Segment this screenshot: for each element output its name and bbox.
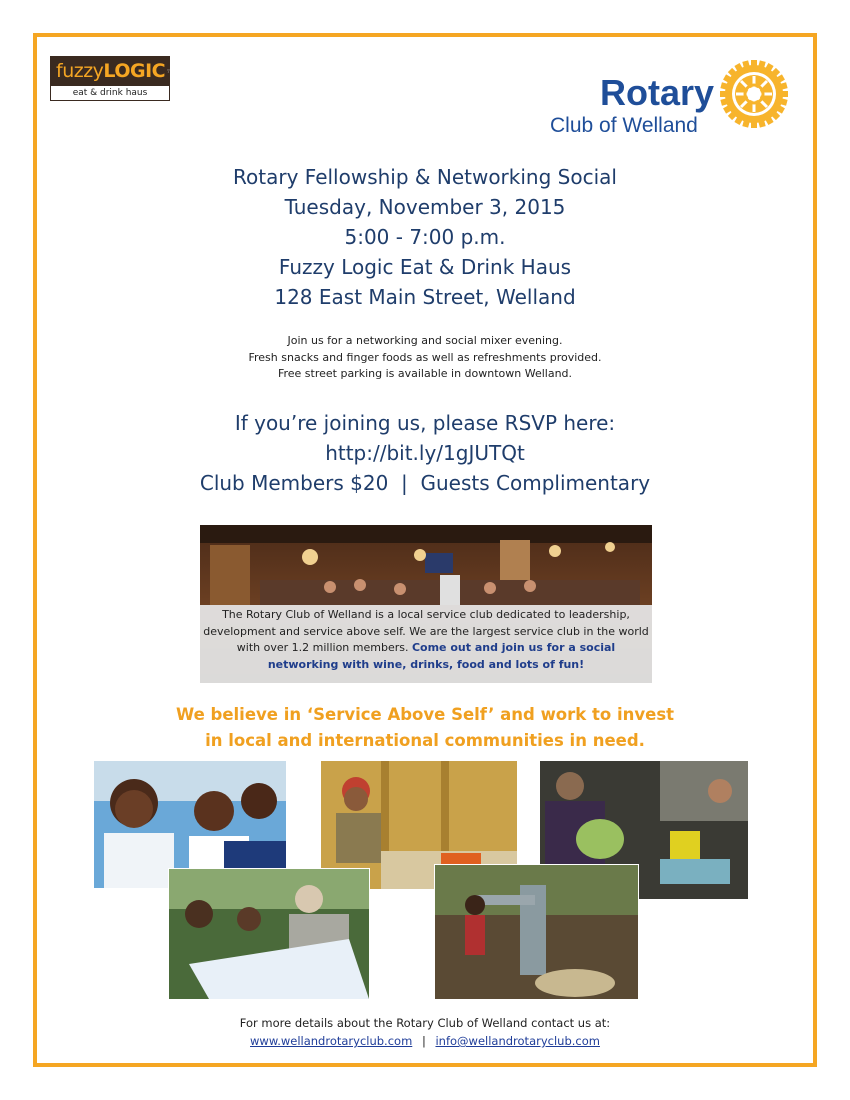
- description-line-1: Join us for a networking and social mixer evening.: [287, 334, 563, 347]
- event-venue: Fuzzy Logic Eat & Drink Haus: [278, 255, 572, 279]
- fuzzy-logic-logo: [50, 56, 170, 101]
- website-link[interactable]: www.wellandrotaryclub.com: [250, 1034, 413, 1048]
- motto: [40, 702, 810, 754]
- fuzzy-logic-word-2: LOGIC: [103, 60, 166, 82]
- description-line-2: Fresh snacks and finger foods as well as refreshments provided.: [248, 350, 602, 364]
- event-details: [40, 162, 810, 312]
- martini-glass-icon: [167, 63, 170, 79]
- motto-line-2: in local and international communities in need.: [205, 731, 645, 750]
- footer-separator: |: [421, 1034, 426, 1048]
- event-time: 5:00 - 7:00 p.m.: [344, 225, 506, 249]
- photo-group-map: [168, 868, 370, 1000]
- banner-invite: Come out and join us for a social networking with wine, drinks, food and lots of fun!: [267, 641, 616, 671]
- footer-contact-text: For more details about the Rotary Club of Welland contact us at:: [239, 1016, 611, 1030]
- banner-caption: [200, 605, 652, 683]
- footer-links: [40, 1034, 810, 1048]
- description-line-3: Free street parking is available in downtown Welland.: [277, 367, 573, 380]
- fuzzy-logic-tagline: eat & drink haus: [50, 86, 170, 101]
- event-address: 128 East Main Street, Welland: [274, 285, 576, 309]
- photo-water-pump: [434, 864, 639, 1000]
- event-description: [40, 333, 810, 383]
- water-pump-image: [435, 865, 638, 999]
- fuzzy-logic-word-1: fuzzy: [56, 60, 104, 82]
- rsvp-link[interactable]: http://bit.ly/1gJUTQt: [325, 441, 525, 465]
- rotary-club-name: Club of Welland: [550, 114, 698, 137]
- rsvp-section: [40, 408, 810, 498]
- bar-interior-photo: [200, 525, 652, 683]
- fuzzy-logic-wordmark: [50, 56, 170, 86]
- event-title: Rotary Fellowship & Networking Social: [233, 165, 617, 189]
- event-date: Tuesday, November 3, 2015: [284, 195, 566, 219]
- pricing-line: Club Members $20 | Guests Complimentary: [199, 471, 651, 495]
- email-link[interactable]: info@wellandrotaryclub.com: [435, 1034, 600, 1048]
- rotary-wheel-icon: [718, 58, 790, 130]
- rotary-wordmark: Rotary: [600, 72, 715, 113]
- rsvp-heading: If you’re joining us, please RSVP here:: [234, 411, 616, 435]
- motto-line-1: We believe in ‘Service Above Self’ and work to invest: [175, 705, 675, 724]
- group-map-image: [169, 869, 369, 999]
- banner-text: The Rotary Club of Welland is a local service club dedicated to leadership, development and service above self. We are the largest service club in the world with over 1.2 million members.: [203, 608, 649, 654]
